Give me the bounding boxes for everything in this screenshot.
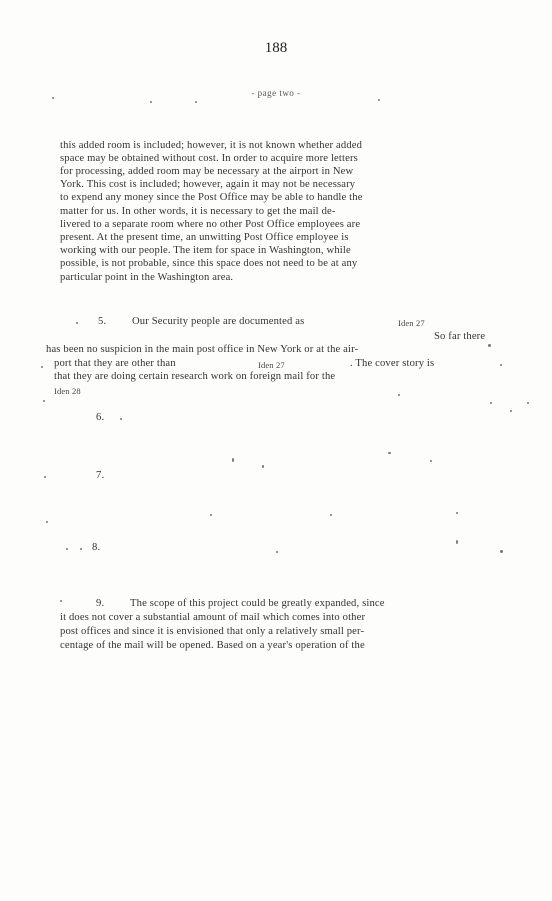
item-number: 6. bbox=[96, 412, 105, 423]
text-line: livered to a separate room where no other Post Office employees are bbox=[60, 219, 361, 230]
redaction-label: Iden 28 bbox=[54, 386, 81, 396]
scan-speck bbox=[276, 551, 278, 553]
scan-speck bbox=[120, 418, 122, 420]
text-line: So far there bbox=[434, 331, 486, 342]
text-line: space may be obtained without cost. In order to acquire more letters bbox=[60, 153, 358, 164]
scan-speck bbox=[66, 548, 68, 550]
scan-speck bbox=[388, 452, 391, 454]
text-line: post offices and since it is envisioned that only a relatively small per- bbox=[60, 626, 365, 637]
scan-speck bbox=[80, 548, 82, 550]
page-label: - page two - bbox=[251, 88, 301, 98]
scan-speck bbox=[150, 101, 152, 103]
scan-speck bbox=[510, 410, 512, 412]
page-number: 188 bbox=[264, 40, 288, 56]
scan-speck bbox=[500, 550, 503, 553]
scan-speck bbox=[195, 101, 197, 103]
scan-speck bbox=[262, 465, 264, 468]
text-line: working with our people. The item for space in Washington, while bbox=[60, 245, 351, 256]
scan-speck bbox=[44, 476, 46, 478]
scan-speck bbox=[210, 514, 212, 516]
text-line: that they are doing certain research work on foreign mail for the bbox=[54, 371, 336, 382]
text-line: centage of the mail will be opened. Based on a year's operation of the bbox=[60, 640, 365, 651]
item-number: 5. bbox=[98, 316, 107, 327]
scan-speck bbox=[378, 99, 380, 101]
item-number: 8. bbox=[92, 542, 101, 553]
scan-speck bbox=[41, 366, 43, 368]
text-line: to expend any money since the Post Office may be able to handle the bbox=[60, 192, 363, 203]
text-line: . The cover story is bbox=[350, 358, 435, 369]
text-line: this added room is included; however, it is not known whether added bbox=[60, 140, 363, 151]
text-line: The scope of this project could be greatly expanded, since bbox=[130, 598, 385, 609]
text-line: port that they are other than bbox=[54, 358, 176, 369]
item-number: 9. bbox=[96, 598, 105, 609]
text-line: for processing, added room may be necessary at the airport in New bbox=[60, 166, 354, 177]
scan-speck bbox=[488, 344, 491, 347]
item-number: 7. bbox=[96, 470, 105, 481]
redaction-label: Iden 27 bbox=[398, 318, 425, 328]
text-line: possible, is not probable, since this space does not need to be at any bbox=[60, 258, 358, 269]
redaction-label: Iden 27 bbox=[258, 360, 285, 370]
scan-speck bbox=[500, 364, 502, 366]
text-line: particular point in the Washington area. bbox=[60, 272, 234, 283]
text-line: matter for us. In other words, it is necessary to get the mail de- bbox=[60, 206, 336, 217]
scan-speck bbox=[456, 512, 458, 514]
scan-speck bbox=[330, 514, 332, 516]
scan-speck bbox=[52, 97, 54, 99]
text-line: Our Security people are documented as bbox=[132, 316, 305, 327]
scan-speck bbox=[46, 521, 48, 523]
scan-speck bbox=[490, 402, 492, 404]
scan-speck bbox=[456, 540, 458, 544]
text-line: present. At the present time, an unwitting Post Office employee is bbox=[60, 232, 349, 243]
scan-speck bbox=[398, 394, 400, 396]
scan-speck bbox=[430, 460, 432, 462]
scan-speck bbox=[527, 402, 529, 404]
text-line: York. This cost is included; however, again it may not be necessary bbox=[60, 179, 356, 190]
scan-speck bbox=[232, 458, 234, 462]
scan-speck bbox=[76, 322, 78, 324]
text-line: has been no suspicion in the main post office in New York or at the air- bbox=[46, 344, 359, 355]
scan-speck bbox=[43, 400, 45, 402]
text-line: it does not cover a substantial amount of mail which comes into other bbox=[60, 612, 366, 623]
scan-speck bbox=[60, 600, 62, 602]
